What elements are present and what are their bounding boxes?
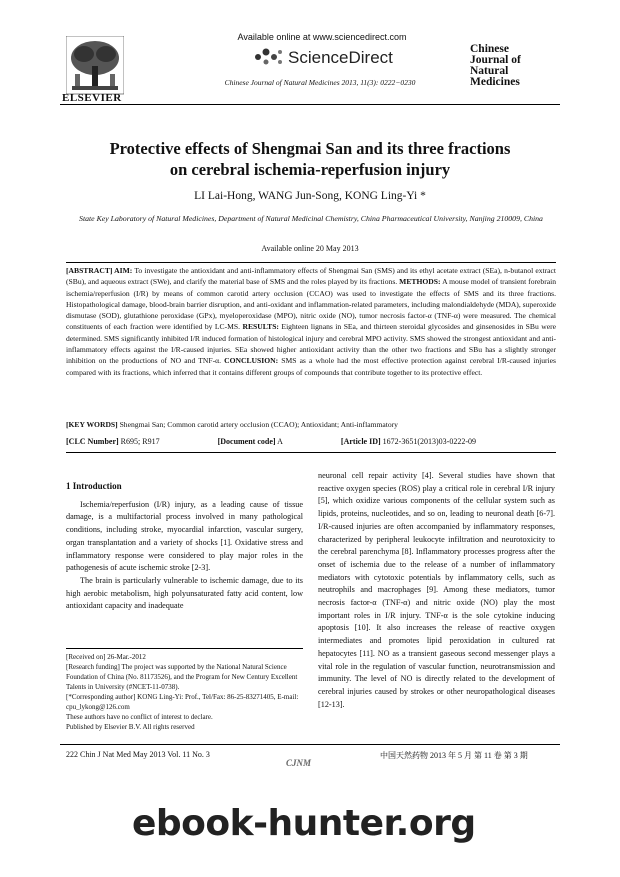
doccode-label: [Document code] xyxy=(217,437,276,446)
articleid-value: 1672-3651(2013)03-0222-09 xyxy=(380,437,476,446)
clc-value: R695; R917 xyxy=(118,437,160,446)
authors: LI Lai-Hong, WANG Jun-Song, KONG Ling-Yi * xyxy=(194,190,426,202)
sciencedirect-logo-text: ScienceDirect xyxy=(288,48,393,67)
cjnm-mark: CJNM xyxy=(286,758,312,768)
paragraph: neuronal cell repair activity [4]. Several studies have shown that reactive oxygen species (ROS) play a critical role in cerebral I/R injury [5], which oxidize various components of the cellular system such as lipids, proteins, nucleotides, and so on, leading to neuronal death [6-7]. I/R-caused injuries are often accompanied by inflammatory responses, characterized by peripheral leukocyte infiltration and neurotoxicity to the cerebral parenchyma [8]. Inflammatory processes progress after the onset of ischemia due to the release of a number of inflammatory mediators with cytotoxic potentials by inflammatory cells, such as neutrophils and macrophages [9]. Among these mediators, tumor necrosis factor-α (TNF-α) and nitric oxide (NO) play the most important roles in I/R injury. TNF-α is the sole cytokine inducing apoptosis [10]. It also increases the release of reactive oxygen intermediates and promotes lipid peroxidation in cultured rat hepatocytes [11]. NO as a transient gaseous second messenger plays a vital role in the regulation of vascular function, neurotransmission and immunity. The level of NO is directly related to the development of cerebral injuries caused by strokes or other neuropathological diseases [12-13]. xyxy=(318,471,555,709)
keywords-label: [KEY WORDS] xyxy=(66,420,118,429)
keywords-text: Shengmai San; Common carotid artery occlusion (CCAO); Antioxidant; Anti-inflammatory xyxy=(117,420,398,429)
corresponding-author: [*Corresponding author] KONG Ling-Yi: Prof., Tel/Fax: 86-25-83271405, E-mail: cpu_lykong@126.com xyxy=(66,693,299,711)
keywords xyxy=(66,420,556,429)
conclusion-label: CONCLUSION: xyxy=(224,356,279,366)
section-heading: 1 Introduction xyxy=(66,481,122,491)
paragraph: The brain is particularly vulnerable to ischemic damage, due to its high aerobic metabolism, high polyunsaturated fatty acid content, low antioxidant capacity and inadequate xyxy=(66,575,303,611)
journal-name-line: Journal of xyxy=(470,54,521,66)
available-online-line: Available online at www.sciencedirect.com xyxy=(237,32,407,42)
published-note: Published by Elsevier B.V. All rights reserved xyxy=(66,723,195,731)
available-date: Available online 20 May 2013 xyxy=(261,244,359,253)
document-code xyxy=(218,437,311,446)
footer-right: 中国天然药物 2013 年 5 月 第 11 卷 第 3 期 xyxy=(380,751,528,760)
footer-left: 222 Chin J Nat Med May 2013 Vol. 11 No. 3 xyxy=(66,750,210,759)
article-title xyxy=(60,138,560,180)
footnote-rule xyxy=(66,648,303,649)
paragraph: Ischemia/reperfusion (I/R) injury, as a leading cause of tissue damage, is a multifactorial process involved in many pathological conditions, including stroke, myocardial infarction, vascular surgery, organ transplantation and a variety of shocks [1]. Oxidative stress and inflammatory response were considered to play major roles in the pathogenesis of acute ischemic stroke [2-3]. xyxy=(66,499,303,573)
affiliation: State Key Laboratory of Natural Medicines, Department of Natural Medicinal Chemistry, China Pharmaceutical University, Nanjing 210009, China xyxy=(79,214,543,223)
elsevier-wordmark: ELSEVIER xyxy=(62,92,122,104)
journal-name-line: Medicines xyxy=(470,76,520,88)
received-date: [Received on] 26-Mar.-2012 xyxy=(66,653,146,661)
left-column xyxy=(66,480,303,613)
articleid-label: [Article ID] xyxy=(340,437,381,446)
funding-note: [Research funding] The project was supported by the National Natural Science Foundation of China (No. 81173526), and the Program for New Century Excellent Talents in University (#NCET-11-0738). xyxy=(66,663,298,691)
abstract-results: Eighteen lignans in SEa, and thirteen steroidal glycosides and ginsenosides in SBu were determined. SMS significantly inhibited I/R induced formation of histological injury and cerebral MPO activity. SMS showed the strongest antioxidant and anti-inflammatory effects against the I/R-caused injuries. SEa showed higher antioxidant activity than the other two fractions and SBu has a slightly stronger inhibition on the productions of NO and TNF-α. xyxy=(66,322,556,366)
abstract-label: [ABSTRACT] AIM: xyxy=(66,266,133,275)
watermark: ebook-hunter.org xyxy=(132,803,476,844)
abstract-aim: To investigate the antioxidant and anti-inflammatory effects of Shengmai San (SMS) and its ethyl acetate extract (SEa), n-butanol extract (SBu), and aqueous extract (SWe), and clarify the material base of SMS and the roles played by its fractions. xyxy=(66,266,557,287)
sciencedirect-dots-icon xyxy=(252,46,284,68)
header-rule xyxy=(60,104,560,105)
footer-rule xyxy=(60,744,560,745)
conflict-note: These authors have no conflict of interest to declare. xyxy=(66,713,213,721)
elsevier-tree-logo-icon xyxy=(66,36,124,96)
clc-label: [CLC Number] xyxy=(66,437,119,446)
abstract xyxy=(66,265,556,378)
title-line-1: Protective effects of Shengmai San and its three fractions xyxy=(109,139,511,158)
footnotes xyxy=(66,652,303,732)
doccode-value: A xyxy=(275,437,283,446)
journal-name-block xyxy=(470,44,521,88)
abstract-top-rule xyxy=(66,262,556,263)
classification-line xyxy=(66,437,556,446)
right-column xyxy=(318,470,555,711)
abstract-conclusion: SMS as a whole had the most effective protection against cerebral I/R-caused injuries compared with its fractions, which inferred that it contains different groups of compounds that contribute together to its protective effect. xyxy=(66,356,556,377)
methods-label: METHODS: xyxy=(399,277,441,287)
journal-citation: Chinese Journal of Natural Medicines 2013, 11(3): 0222−0230 xyxy=(224,78,416,87)
abstract-methods: A mouse model of transient forebrain ischemia/reperfusion (I/R) by means of common carotid artery occlusion (CCAO) was used to investigate the effects of SMS and its three fractions. Histopathological damage, blood-brain barrier disruption, and anti-oxidant and inflammation-related parameters, including malondialdehyde (MDA), superoxide dismutase (SOD), glutathione peroxidase (GPx), myeloperoxidase (MPO), nitric oxide (NO), tumor necrosis factor-α (TNF-α) were measured. The chemical constituents of each fraction were identified by LC-MS. xyxy=(66,277,556,332)
article-id xyxy=(341,437,504,446)
clc-number xyxy=(66,437,188,446)
journal-name-line: Chinese xyxy=(470,43,509,55)
title-line-2: on cerebral ischemia-reperfusion injury xyxy=(169,160,451,179)
abstract-bottom-rule xyxy=(66,452,556,453)
results-label: RESULTS: xyxy=(242,322,279,332)
journal-name-line: Natural xyxy=(470,65,509,77)
